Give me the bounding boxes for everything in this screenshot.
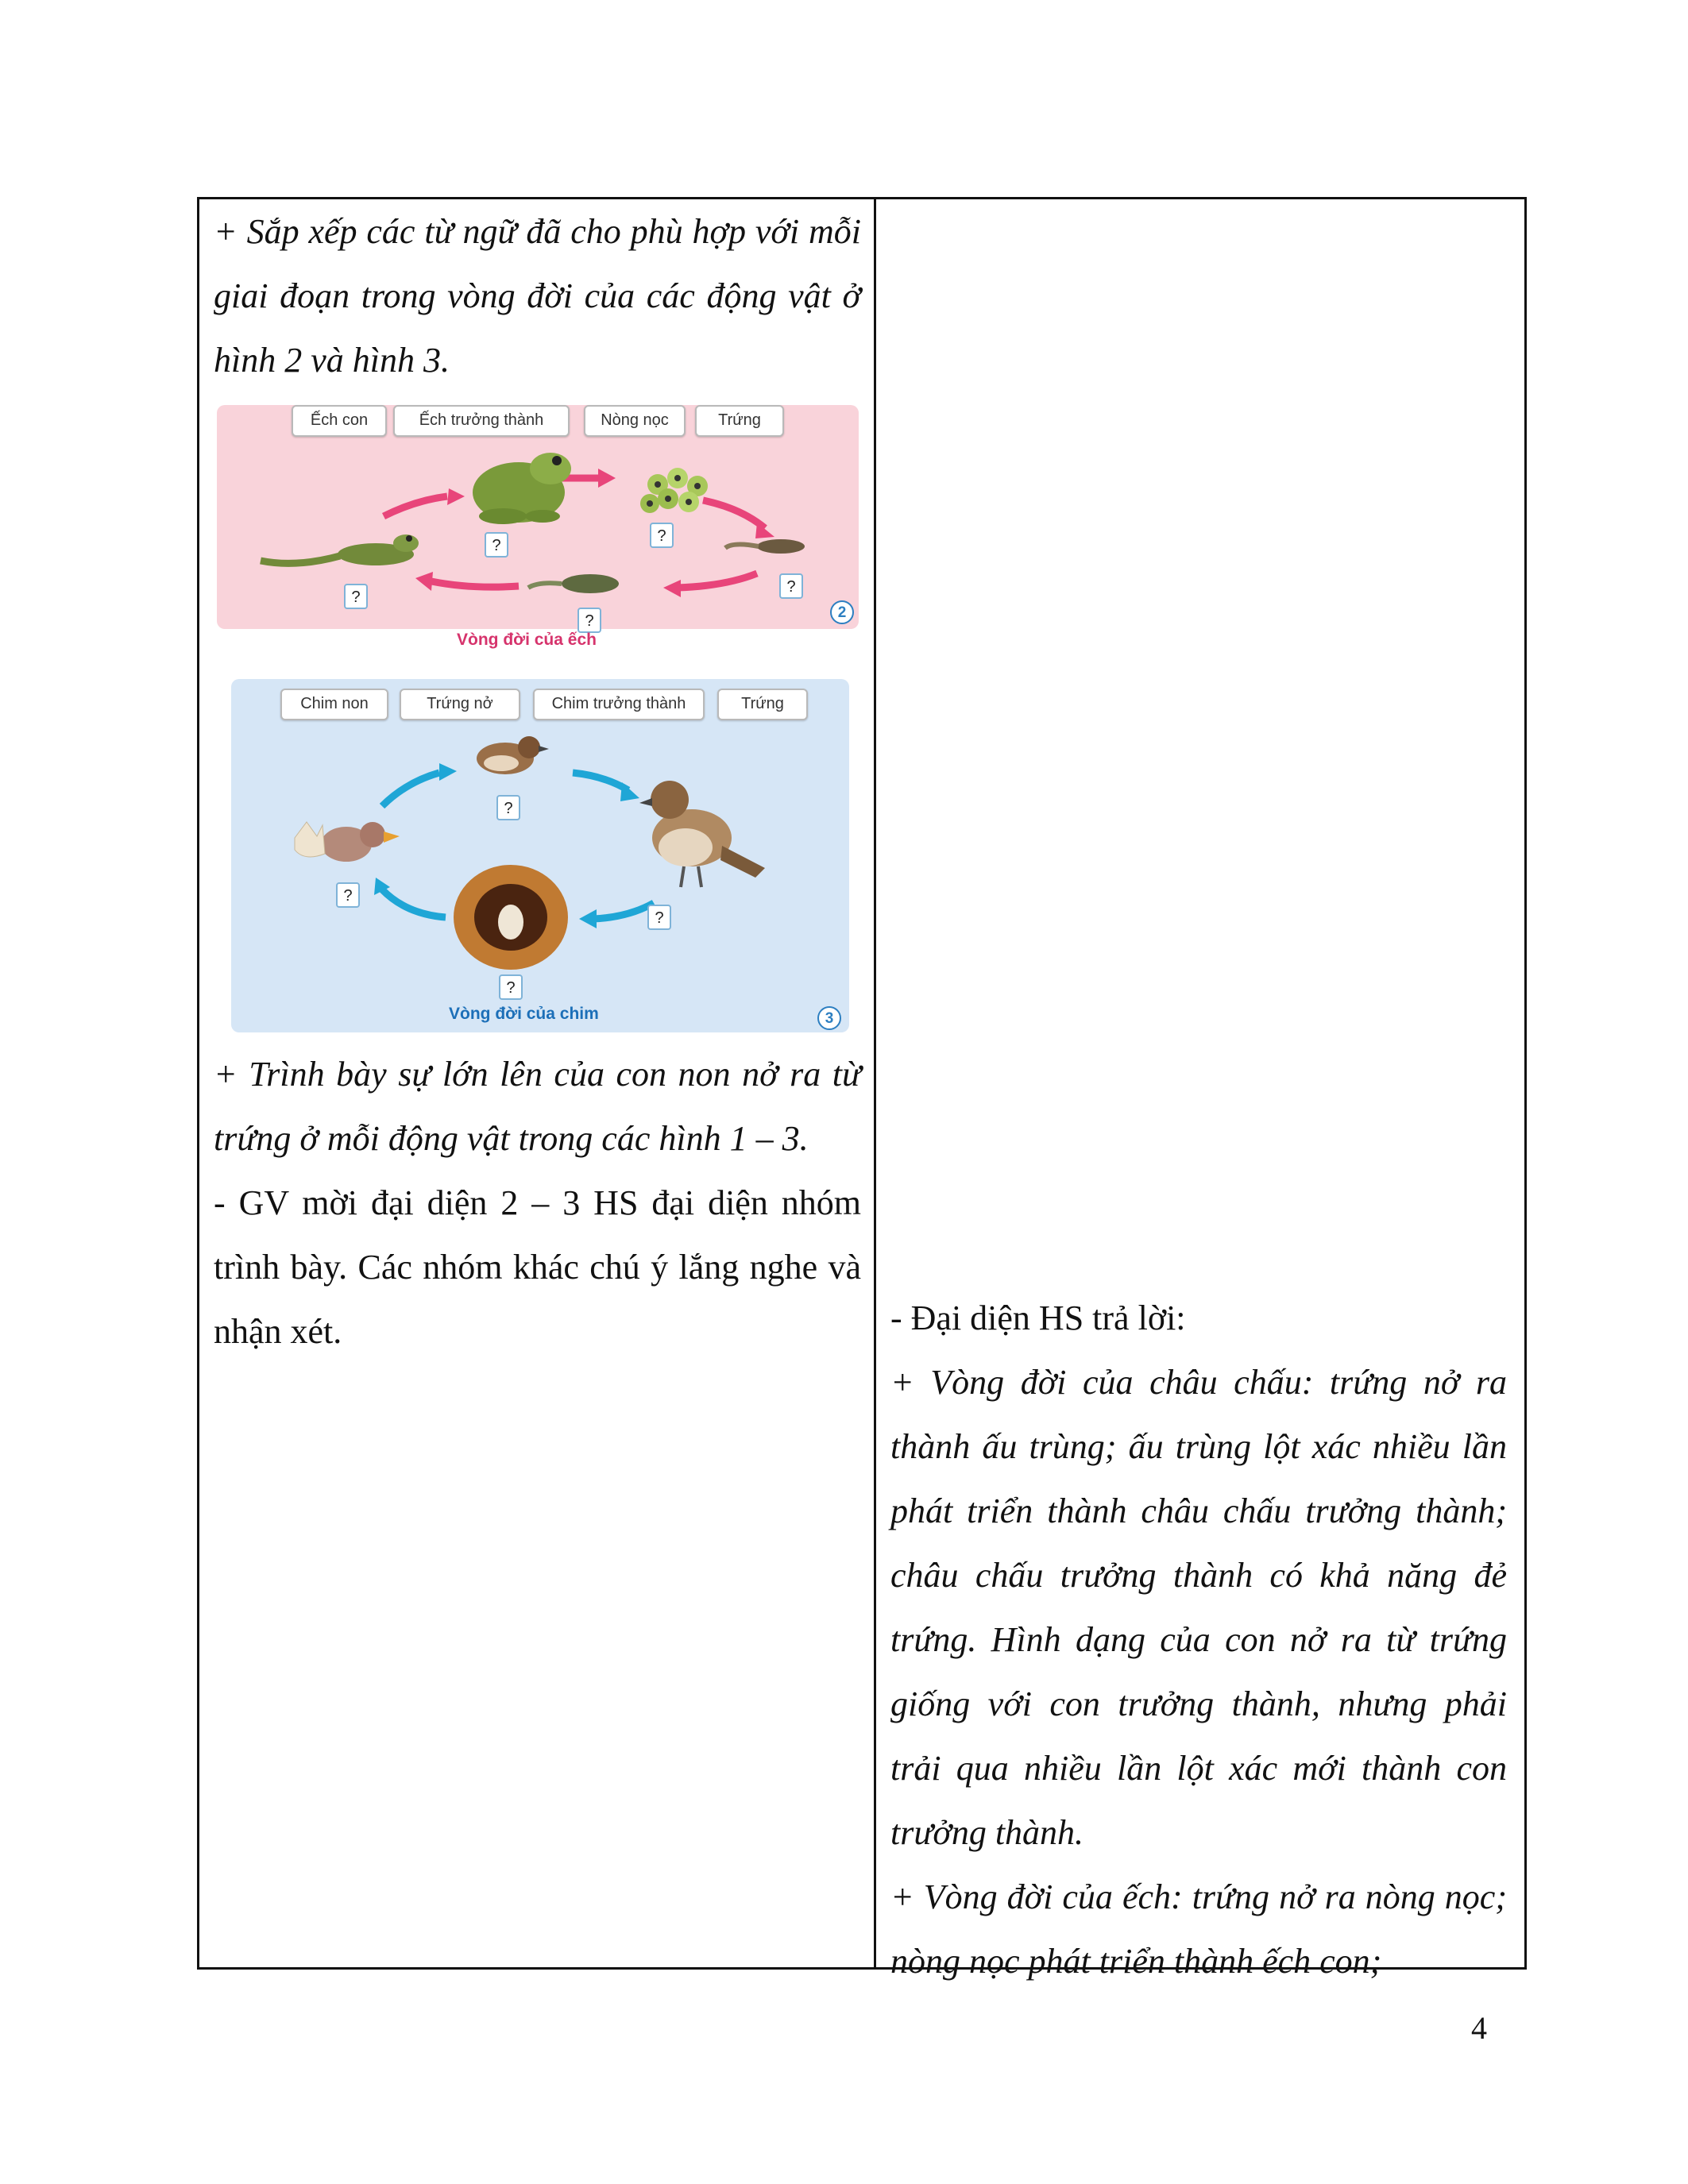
page-number: 4 (1471, 2010, 1487, 2046)
lesson-table (197, 197, 1527, 1981)
bird-figure-caption: Vòng đời của chim (449, 1005, 599, 1023)
adult-frog-icon (473, 453, 571, 524)
froglet-icon (261, 534, 419, 565)
frog-life-cycle-answer: + Vòng đời của ếch: trứng nở ra nòng nọc; nòng nọc phát triển thành ếch con; (890, 1877, 1507, 1981)
arrow-head-icon (415, 572, 433, 591)
adult-bird-icon (639, 781, 765, 887)
arrow-icon (431, 581, 519, 587)
arrow-icon (384, 496, 447, 516)
arrow-icon (382, 773, 439, 806)
label-trung-no: Trứng nở (400, 689, 520, 720)
label-ech-con: Ếch con (292, 405, 387, 437)
instruction-arrange-words: + Sắp xếp các từ ngữ đã cho phù hợp với mỗi giai đoạn trong vòng đời của các động vật ở hình 2 và hình 3. (214, 212, 861, 380)
arrow-head-icon (663, 580, 681, 597)
arrow-head-icon (620, 782, 639, 801)
question-box: ? (499, 974, 523, 1000)
young-bird-icon (477, 736, 549, 774)
hatchling-icon (295, 822, 400, 862)
frog-life-cycle-figure (217, 405, 859, 647)
arrow-head-icon (439, 763, 457, 781)
student-answer-intro: - Đại diện HS trả lời: (890, 1298, 1186, 1337)
question-box: ? (779, 573, 803, 599)
tadpole-icon (725, 539, 805, 554)
frog-cycle-drawing (217, 405, 859, 629)
arrow-head-icon (447, 488, 465, 505)
instruction-present-growth: + Trình bày sự lớn lên của con non nở ra từ trứng ở mỗi động vật trong các hình 1 – 3. (214, 1055, 861, 1158)
arrow-head-icon (598, 469, 616, 488)
arrow-icon (382, 889, 446, 917)
label-chim-non: Chim non (280, 689, 388, 720)
label-ech-truong-thanh: Ếch trưởng thành (393, 405, 570, 437)
question-box: ? (485, 532, 508, 558)
teacher-activity-column (199, 199, 876, 1967)
blank-space (890, 199, 1507, 1286)
grasshopper-life-cycle-answer: + Vòng đời của châu chấu: trứng nở ra thành ấu trùng; ấu trùng lột xác nhiều lần phát triển thành châu chấu trưởng thành; châu chấu trưởng thành có khả năng đẻ trứng. Hình dạng của con nở ra từ trứng giống với con trưởng thành, nhưng phải trải qua nhiều lần lột xác mới thành con trưởng thành. (890, 1363, 1507, 1852)
arrow-icon (678, 573, 757, 588)
question-box: ? (650, 523, 674, 548)
teacher-invites-groups: - GV mời đại diện 2 – 3 HS đại diện nhóm trình bày. Các nhóm khác chú ý lắng nghe và nhận xét. (214, 1183, 861, 1351)
bird-cycle-drawing (231, 679, 849, 1032)
arrow-icon (703, 500, 765, 528)
label-trung-bird: Trứng (717, 689, 808, 720)
arrow-head-icon (579, 909, 597, 928)
tadpole-with-legs-icon (528, 574, 619, 593)
figure-number-badge: 2 (830, 600, 854, 624)
arrow-icon (593, 903, 654, 919)
question-box: ? (336, 882, 360, 908)
label-chim-truong-thanh: Chim trưởng thành (533, 689, 705, 720)
bird-life-cycle-figure (231, 679, 849, 1032)
question-box: ? (344, 584, 368, 609)
label-nong-noc: Nòng nọc (584, 405, 686, 437)
figure-number-badge: 3 (817, 1006, 841, 1030)
frog-eggs-icon (640, 468, 708, 513)
question-box: ? (647, 905, 671, 930)
question-box: ? (577, 608, 601, 633)
label-trung: Trứng (695, 405, 784, 437)
question-box: ? (496, 795, 520, 820)
nest-with-egg-icon (454, 865, 568, 970)
frog-figure-caption: Vòng đời của ếch (457, 631, 597, 649)
arrow-icon (573, 773, 628, 790)
student-activity-column (876, 199, 1524, 1981)
